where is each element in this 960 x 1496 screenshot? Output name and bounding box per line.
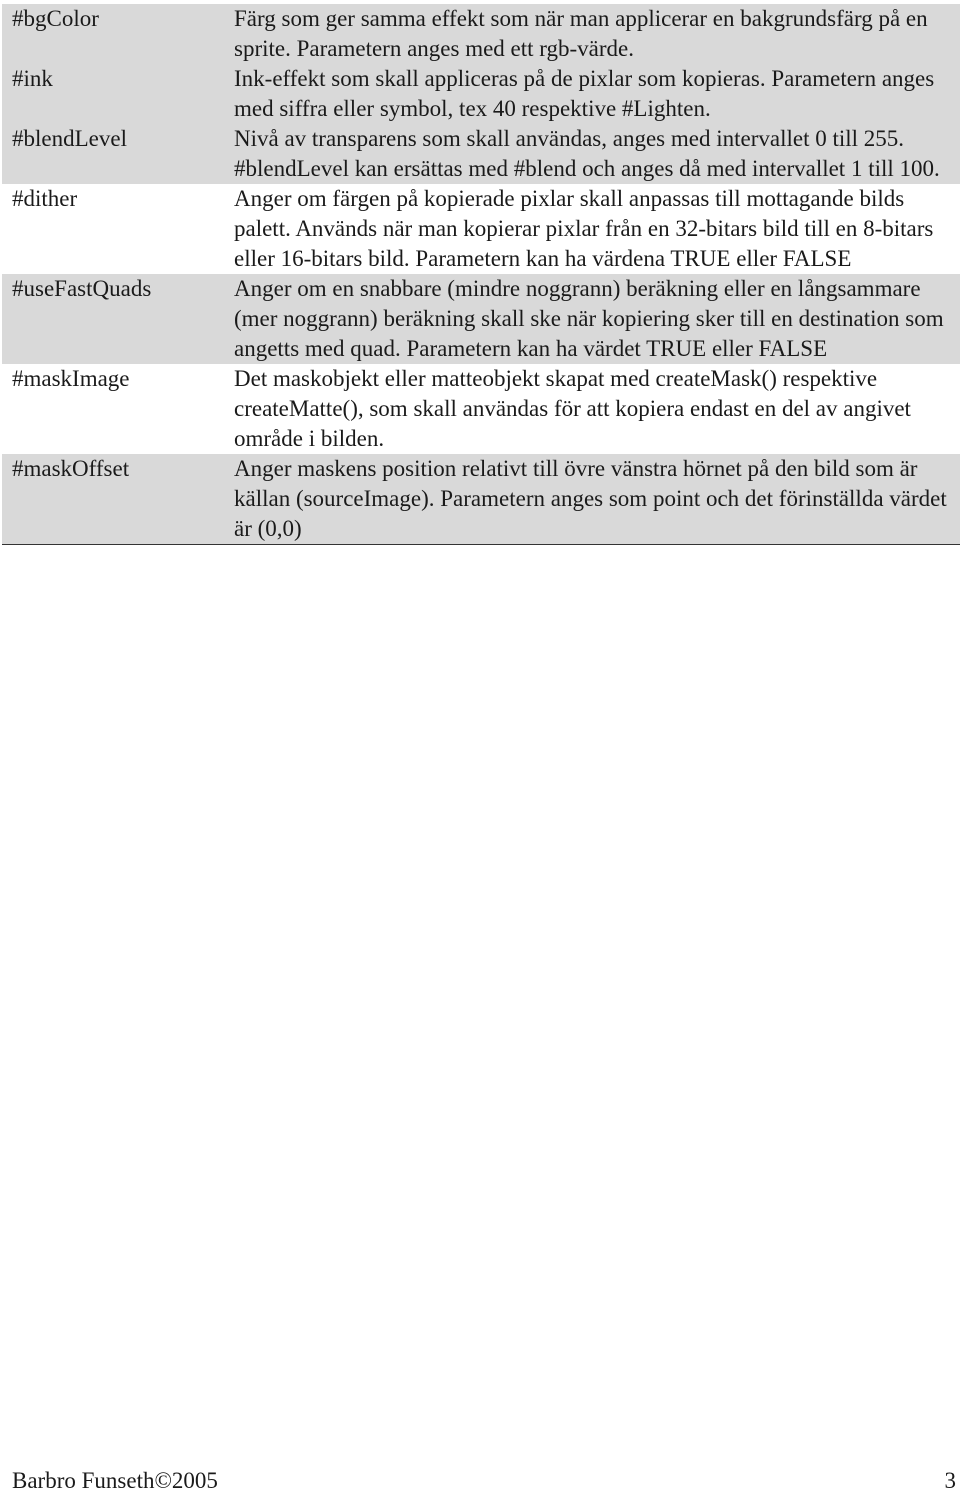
parameter-row bbox=[2, 184, 960, 274]
parameter-row bbox=[2, 4, 960, 64]
parameter-name: #blendLevel bbox=[12, 126, 127, 151]
parameter-name: #maskImage bbox=[12, 366, 130, 391]
parameter-row bbox=[2, 64, 960, 124]
parameter-row bbox=[2, 274, 960, 364]
parameter-description: Färg som ger samma effekt som när man applicerar en bakgrundsfärg på en sprite. Parametern anges med ett rgb-värde. bbox=[234, 6, 928, 61]
parameter-description: Anger maskens position relativt till övre vänstra hörnet på den bild som är källan (sourceImage). Parametern anges som point och det förinställda värdet är (0,0) bbox=[234, 454, 960, 545]
parameter-row bbox=[2, 364, 960, 454]
footer-author: Barbro Funseth©2005 bbox=[12, 1468, 218, 1493]
parameter-name: #ink bbox=[12, 66, 53, 91]
parameter-name: #maskOffset bbox=[2, 454, 234, 545]
parameter-description: Ink-effekt som skall appliceras på de pixlar som kopieras. Parametern anges med siffra eller symbol, tex 40 respektive #Lighten. bbox=[234, 66, 935, 121]
parameter-table bbox=[2, 4, 960, 545]
parameter-description: Anger om färgen på kopierade pixlar skall anpassas till mottagande bilds palett. Används när man kopierar pixlar från en 32-bitars bild till en 8-bitars eller 16-bitars bild. Parametern kan ha värdena TRUE eller FALSE bbox=[234, 186, 934, 271]
parameter-row bbox=[2, 454, 960, 545]
parameter-name: #dither bbox=[12, 186, 78, 211]
parameter-description: Det maskobjekt eller matteobjekt skapat med createMask() respektive createMatte(), som skall användas för att kopiera endast en del av angivet område i bilden. bbox=[234, 366, 911, 451]
parameter-name: #bgColor bbox=[12, 6, 99, 31]
parameter-name: #useFastQuads bbox=[12, 276, 152, 301]
page-number: 3 bbox=[944, 1468, 956, 1493]
parameter-row bbox=[2, 124, 960, 184]
parameter-description: Anger om en snabbare (mindre noggrann) beräkning eller en långsammare (mer noggrann) beräkning skall ske när kopiering sker till en destination som angetts med quad. Parametern kan ha värdet TRUE eller FALSE bbox=[234, 276, 944, 361]
parameter-description: Nivå av transparens som skall användas, anges med intervallet 0 till 255. #blendLevel kan ersättas med #blend och anges då med intervallet 1 till 100. bbox=[234, 126, 940, 181]
